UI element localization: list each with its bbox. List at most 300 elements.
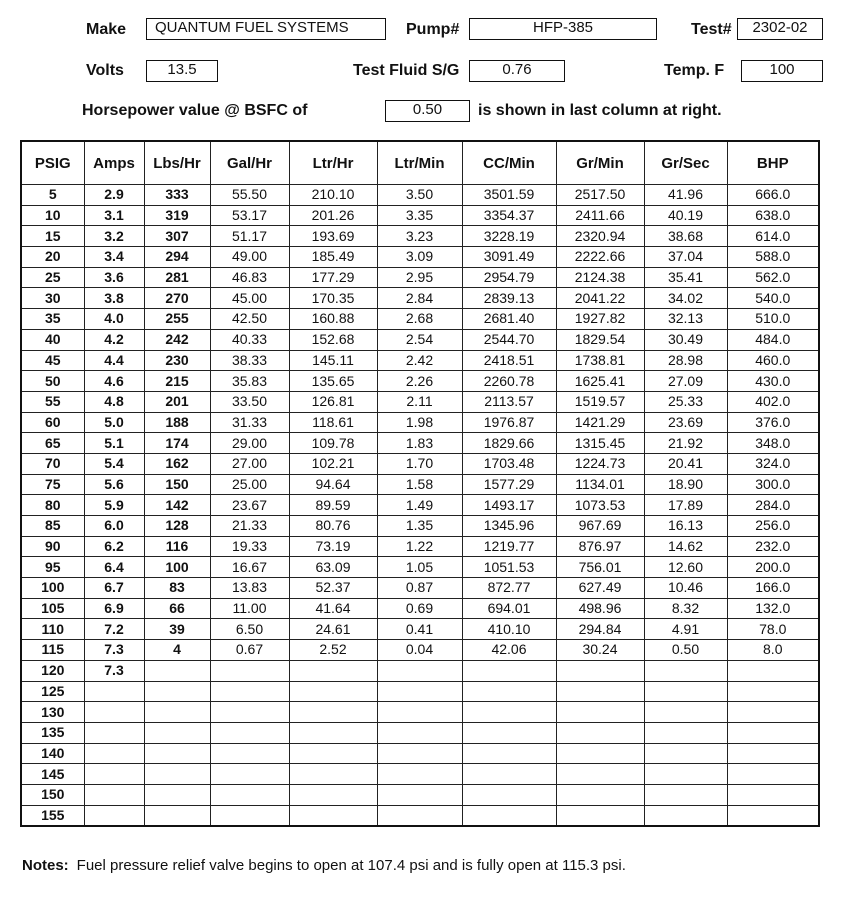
table-cell: 2113.57 — [462, 391, 556, 412]
table-cell — [210, 722, 289, 743]
table-cell: 0.87 — [377, 578, 462, 599]
table-cell — [556, 722, 644, 743]
table-cell — [144, 743, 210, 764]
table-cell: 3.8 — [84, 288, 144, 309]
table-cell — [144, 681, 210, 702]
table-cell: 1829.54 — [556, 329, 644, 350]
table-cell: 2681.40 — [462, 309, 556, 330]
table-cell: 2.42 — [377, 350, 462, 371]
table-cell — [144, 764, 210, 785]
table-cell: 28.98 — [644, 350, 727, 371]
table-cell: 215 — [144, 371, 210, 392]
table-cell: 3.50 — [377, 185, 462, 206]
table-cell: 41.96 — [644, 185, 727, 206]
column-header: Gal/Hr — [210, 141, 289, 185]
table-cell: 1829.66 — [462, 433, 556, 454]
table-cell: 37.04 — [644, 247, 727, 268]
table-cell: 65 — [21, 433, 84, 454]
table-cell: 694.01 — [462, 598, 556, 619]
notes — [22, 857, 626, 874]
table-cell: 11.00 — [210, 598, 289, 619]
notes-text: Fuel pressure relief valve begins to open at 107.4 psi and is fully open at 115.3 psi. — [76, 857, 626, 874]
table-cell — [377, 805, 462, 826]
table-cell: 3.1 — [84, 205, 144, 226]
table-row — [21, 309, 819, 330]
pump-label: Pump# — [406, 21, 460, 38]
table-row — [21, 185, 819, 206]
table-cell: 3091.49 — [462, 247, 556, 268]
column-header: Gr/Sec — [644, 141, 727, 185]
table-cell: 1224.73 — [556, 453, 644, 474]
table-cell: 52.37 — [289, 578, 377, 599]
table-cell: 30.49 — [644, 329, 727, 350]
table-cell: 1976.87 — [462, 412, 556, 433]
table-cell: 588.0 — [727, 247, 819, 268]
table-cell — [556, 805, 644, 826]
table-cell: 38.33 — [210, 350, 289, 371]
table-cell: 10.46 — [644, 578, 727, 599]
table-cell: 1.35 — [377, 516, 462, 537]
table-cell: 17.89 — [644, 495, 727, 516]
table-cell — [462, 722, 556, 743]
table-cell: 2124.38 — [556, 267, 644, 288]
table-cell — [377, 784, 462, 805]
table-cell: 1.22 — [377, 536, 462, 557]
table-cell: 3.23 — [377, 226, 462, 247]
table-cell — [289, 764, 377, 785]
table-cell: 35 — [21, 309, 84, 330]
table-cell: 3.2 — [84, 226, 144, 247]
table-cell — [727, 660, 819, 681]
table-cell: 1315.45 — [556, 433, 644, 454]
table-cell: 3.4 — [84, 247, 144, 268]
table-cell: 32.13 — [644, 309, 727, 330]
table-cell: 756.01 — [556, 557, 644, 578]
table-cell: 872.77 — [462, 578, 556, 599]
table-cell: 3354.37 — [462, 205, 556, 226]
table-row — [21, 805, 819, 826]
table-row — [21, 536, 819, 557]
table-cell: 4.4 — [84, 350, 144, 371]
table-cell: 4.2 — [84, 329, 144, 350]
table-cell: 55.50 — [210, 185, 289, 206]
table-cell: 2041.22 — [556, 288, 644, 309]
table-cell: 1577.29 — [462, 474, 556, 495]
table-cell: 510.0 — [727, 309, 819, 330]
table-cell: 166.0 — [727, 578, 819, 599]
table-cell: 109.78 — [289, 433, 377, 454]
table-cell: 2.52 — [289, 640, 377, 661]
table-cell: 1.58 — [377, 474, 462, 495]
table-cell: 1345.96 — [462, 516, 556, 537]
table-cell — [727, 743, 819, 764]
table-cell: 174 — [144, 433, 210, 454]
table-row — [21, 453, 819, 474]
table-cell: 132.0 — [727, 598, 819, 619]
table-cell — [377, 743, 462, 764]
table-cell: 6.7 — [84, 578, 144, 599]
table-cell: 284.0 — [727, 495, 819, 516]
table-cell: 70 — [21, 453, 84, 474]
table-cell: 5.4 — [84, 453, 144, 474]
table-cell: 1421.29 — [556, 412, 644, 433]
table-cell — [644, 764, 727, 785]
table-cell: 41.64 — [289, 598, 377, 619]
table-cell: 31.33 — [210, 412, 289, 433]
table-cell — [644, 805, 727, 826]
column-header: Ltr/Hr — [289, 141, 377, 185]
volts-label: Volts — [86, 62, 124, 79]
table-cell: 270 — [144, 288, 210, 309]
table-cell: 20.41 — [644, 453, 727, 474]
table-cell: 120 — [21, 660, 84, 681]
table-cell — [144, 784, 210, 805]
table-cell: 19.33 — [210, 536, 289, 557]
table-cell: 6.2 — [84, 536, 144, 557]
table-cell: 484.0 — [727, 329, 819, 350]
table-cell: 66 — [144, 598, 210, 619]
table-cell: 3.35 — [377, 205, 462, 226]
hp-suffix: is shown in last column at right. — [478, 102, 722, 119]
table-cell: 14.62 — [644, 536, 727, 557]
table-cell: 4.0 — [84, 309, 144, 330]
table-cell: 1738.81 — [556, 350, 644, 371]
table-row — [21, 205, 819, 226]
table-cell: 25.00 — [210, 474, 289, 495]
table-cell: 1.49 — [377, 495, 462, 516]
table-cell: 300.0 — [727, 474, 819, 495]
temp-label: Temp. F — [664, 62, 725, 79]
table-cell: 348.0 — [727, 433, 819, 454]
table-cell: 967.69 — [556, 516, 644, 537]
table-cell: 10 — [21, 205, 84, 226]
table-cell: 150 — [144, 474, 210, 495]
table-cell: 193.69 — [289, 226, 377, 247]
notes-label: Notes: — [22, 857, 69, 874]
table-cell: 30.24 — [556, 640, 644, 661]
table-cell: 162 — [144, 453, 210, 474]
table-cell: 45 — [21, 350, 84, 371]
table-row — [21, 640, 819, 661]
table-cell — [210, 702, 289, 723]
table-cell: 160.88 — [289, 309, 377, 330]
table-cell — [289, 722, 377, 743]
table-cell — [727, 805, 819, 826]
table-cell: 45.00 — [210, 288, 289, 309]
table-cell — [644, 681, 727, 702]
table-cell — [462, 784, 556, 805]
table-cell: 1703.48 — [462, 453, 556, 474]
table-cell: 21.33 — [210, 516, 289, 537]
table-cell: 33.50 — [210, 391, 289, 412]
table-cell: 150 — [21, 784, 84, 805]
table-cell: 130 — [21, 702, 84, 723]
table-cell: 430.0 — [727, 371, 819, 392]
table-cell — [84, 743, 144, 764]
table-cell — [644, 784, 727, 805]
table-cell: 294.84 — [556, 619, 644, 640]
table-row — [21, 722, 819, 743]
table-cell: 95 — [21, 557, 84, 578]
table-cell: 83 — [144, 578, 210, 599]
test-field: 2302-02 — [737, 18, 823, 40]
table-cell: 49.00 — [210, 247, 289, 268]
table-cell: 40 — [21, 329, 84, 350]
table-cell: 115 — [21, 640, 84, 661]
temp-field: 100 — [741, 60, 823, 82]
table-cell: 1493.17 — [462, 495, 556, 516]
table-cell: 6.9 — [84, 598, 144, 619]
hp-label: Horsepower value @ BSFC of — [82, 102, 308, 119]
table-cell: 376.0 — [727, 412, 819, 433]
table-cell: 90 — [21, 536, 84, 557]
table-cell — [84, 702, 144, 723]
table-cell: 35.41 — [644, 267, 727, 288]
table-cell: 1073.53 — [556, 495, 644, 516]
table-cell — [144, 702, 210, 723]
table-cell: 4.91 — [644, 619, 727, 640]
table-cell — [210, 660, 289, 681]
table-cell: 42.06 — [462, 640, 556, 661]
table-row — [21, 391, 819, 412]
table-cell: 2320.94 — [556, 226, 644, 247]
table-cell: 7.3 — [84, 640, 144, 661]
table-cell — [462, 764, 556, 785]
table-row — [21, 433, 819, 454]
table-cell: 3.6 — [84, 267, 144, 288]
table-cell — [289, 681, 377, 702]
table-cell: 562.0 — [727, 267, 819, 288]
table-cell — [462, 660, 556, 681]
table-cell: 1219.77 — [462, 536, 556, 557]
table-cell: 118.61 — [289, 412, 377, 433]
table-cell — [377, 764, 462, 785]
table-cell — [84, 722, 144, 743]
make-label: Make — [86, 21, 127, 38]
table-cell: 4.6 — [84, 371, 144, 392]
table-cell: 1519.57 — [556, 391, 644, 412]
table-cell — [556, 764, 644, 785]
table-row — [21, 247, 819, 268]
table-cell: 2.68 — [377, 309, 462, 330]
table-cell: 0.50 — [644, 640, 727, 661]
table-cell: 5.0 — [84, 412, 144, 433]
table-cell: 24.61 — [289, 619, 377, 640]
table-cell: 1051.53 — [462, 557, 556, 578]
table-cell: 2544.70 — [462, 329, 556, 350]
table-cell — [462, 743, 556, 764]
table-cell: 53.17 — [210, 205, 289, 226]
column-header: Ltr/Min — [377, 141, 462, 185]
table-cell: 73.19 — [289, 536, 377, 557]
table-cell — [289, 784, 377, 805]
table-cell: 1.05 — [377, 557, 462, 578]
table-cell: 324.0 — [727, 453, 819, 474]
table-cell: 85 — [21, 516, 84, 537]
table-cell: 540.0 — [727, 288, 819, 309]
table-cell: 135.65 — [289, 371, 377, 392]
table-cell: 16.67 — [210, 557, 289, 578]
table-cell — [289, 702, 377, 723]
table-cell: 460.0 — [727, 350, 819, 371]
table-cell: 177.29 — [289, 267, 377, 288]
table-row — [21, 764, 819, 785]
table-cell: 13.83 — [210, 578, 289, 599]
table-cell — [556, 702, 644, 723]
table-row — [21, 681, 819, 702]
table-cell: 666.0 — [727, 185, 819, 206]
table-cell — [144, 722, 210, 743]
table-cell: 25.33 — [644, 391, 727, 412]
table-cell: 2411.66 — [556, 205, 644, 226]
table-cell: 12.60 — [644, 557, 727, 578]
table-cell — [556, 681, 644, 702]
table-row — [21, 619, 819, 640]
table-cell: 50 — [21, 371, 84, 392]
table-cell: 281 — [144, 267, 210, 288]
table-cell: 3.09 — [377, 247, 462, 268]
table-cell: 876.97 — [556, 536, 644, 557]
table-cell: 2418.51 — [462, 350, 556, 371]
column-header: Lbs/Hr — [144, 141, 210, 185]
table-row — [21, 412, 819, 433]
table-row — [21, 371, 819, 392]
table-cell: 294 — [144, 247, 210, 268]
table-cell: 27.09 — [644, 371, 727, 392]
table-cell: 29.00 — [210, 433, 289, 454]
table-cell: 34.02 — [644, 288, 727, 309]
table-cell: 40.33 — [210, 329, 289, 350]
table-cell: 78.0 — [727, 619, 819, 640]
test-fluid-field: 0.76 — [469, 60, 565, 82]
table-cell — [644, 660, 727, 681]
table-cell: 638.0 — [727, 205, 819, 226]
table-cell: 2.9 — [84, 185, 144, 206]
table-row — [21, 226, 819, 247]
table-cell — [556, 784, 644, 805]
bsfc-field: 0.50 — [385, 100, 470, 122]
table-cell — [644, 702, 727, 723]
table-cell: 80.76 — [289, 516, 377, 537]
table-cell: 2839.13 — [462, 288, 556, 309]
table-cell: 105 — [21, 598, 84, 619]
column-header: CC/Min — [462, 141, 556, 185]
table-cell: 242 — [144, 329, 210, 350]
table-row — [21, 557, 819, 578]
table-cell: 16.13 — [644, 516, 727, 537]
table-cell — [727, 681, 819, 702]
table-cell: 307 — [144, 226, 210, 247]
table-cell: 63.09 — [289, 557, 377, 578]
table-row — [21, 598, 819, 619]
table-header-row — [21, 141, 819, 185]
table-cell: 185.49 — [289, 247, 377, 268]
table-cell: 126.81 — [289, 391, 377, 412]
table-cell: 3228.19 — [462, 226, 556, 247]
table-cell — [84, 784, 144, 805]
column-header: BHP — [727, 141, 819, 185]
table-cell: 8.0 — [727, 640, 819, 661]
table-cell: 145.11 — [289, 350, 377, 371]
table-cell: 6.4 — [84, 557, 144, 578]
table-cell: 333 — [144, 185, 210, 206]
table-cell — [289, 805, 377, 826]
table-cell: 125 — [21, 681, 84, 702]
table-cell: 60 — [21, 412, 84, 433]
table-cell: 116 — [144, 536, 210, 557]
pump-field: HFP-385 — [469, 18, 657, 40]
table-cell: 42.50 — [210, 309, 289, 330]
table-cell: 80 — [21, 495, 84, 516]
table-cell: 27.00 — [210, 453, 289, 474]
table-cell: 4 — [144, 640, 210, 661]
table-cell: 232.0 — [727, 536, 819, 557]
table-cell: 35.83 — [210, 371, 289, 392]
table-cell: 6.0 — [84, 516, 144, 537]
table-cell: 94.64 — [289, 474, 377, 495]
table-cell: 1.98 — [377, 412, 462, 433]
table-cell: 201 — [144, 391, 210, 412]
table-cell — [289, 660, 377, 681]
table-cell: 319 — [144, 205, 210, 226]
table-row — [21, 474, 819, 495]
table-cell — [727, 784, 819, 805]
table-cell: 20 — [21, 247, 84, 268]
table-cell — [377, 681, 462, 702]
table-cell — [210, 681, 289, 702]
table-row — [21, 784, 819, 805]
table-cell: 7.2 — [84, 619, 144, 640]
table-cell — [144, 660, 210, 681]
table-cell: 100 — [21, 578, 84, 599]
table-cell — [84, 764, 144, 785]
table-cell: 614.0 — [727, 226, 819, 247]
table-cell: 2517.50 — [556, 185, 644, 206]
table-cell — [462, 702, 556, 723]
table-cell: 402.0 — [727, 391, 819, 412]
table-row — [21, 495, 819, 516]
table-cell: 38.68 — [644, 226, 727, 247]
table-cell: 5 — [21, 185, 84, 206]
table-cell: 627.49 — [556, 578, 644, 599]
table-cell — [727, 764, 819, 785]
test-label: Test# — [691, 21, 732, 38]
table-cell: 200.0 — [727, 557, 819, 578]
column-header: Gr/Min — [556, 141, 644, 185]
column-header: Amps — [84, 141, 144, 185]
table-row — [21, 350, 819, 371]
table-row — [21, 578, 819, 599]
table-row — [21, 702, 819, 723]
table-cell: 2222.66 — [556, 247, 644, 268]
volts-field: 13.5 — [146, 60, 218, 82]
table-body — [21, 185, 819, 827]
table-cell: 1927.82 — [556, 309, 644, 330]
table-cell: 1.83 — [377, 433, 462, 454]
table-cell — [644, 722, 727, 743]
table-cell: 498.96 — [556, 598, 644, 619]
table-cell: 1625.41 — [556, 371, 644, 392]
table-cell — [210, 784, 289, 805]
table-row — [21, 267, 819, 288]
table-cell: 140 — [21, 743, 84, 764]
table-cell — [727, 722, 819, 743]
table-row — [21, 516, 819, 537]
table-cell: 7.3 — [84, 660, 144, 681]
table-cell — [462, 681, 556, 702]
table-cell — [84, 681, 144, 702]
table-cell — [210, 764, 289, 785]
